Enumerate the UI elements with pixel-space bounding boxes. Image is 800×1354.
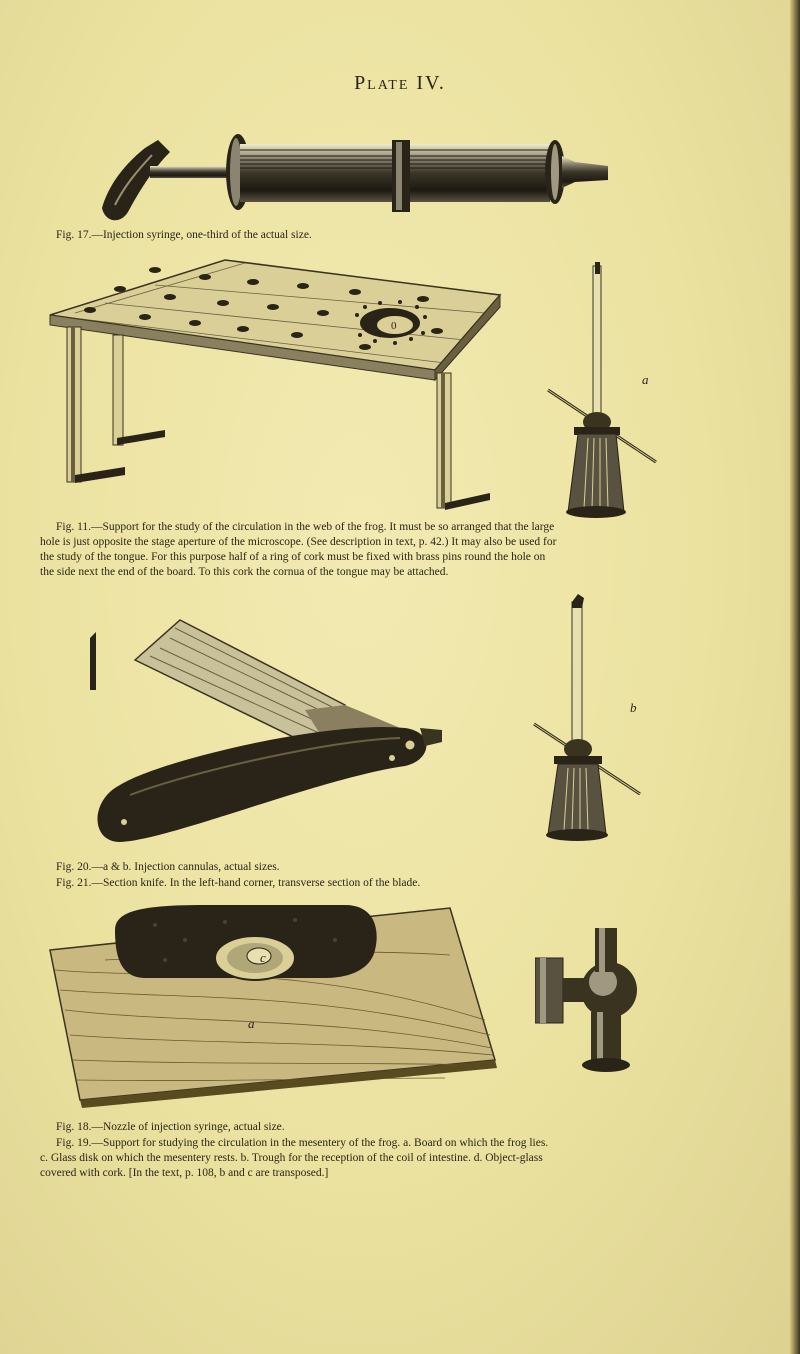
fig19-caption-line-2: c. Glass disk on which the mesentery rests. b. Trough for the reception of the coil of intestine. d. Object-glass <box>40 1152 543 1164</box>
fig19-label-b: b <box>293 955 300 970</box>
fig11-caption-line-2: hole is just opposite the stage aperture of the microscope. (See description in text, p. 42.) It may also be used for <box>40 536 557 548</box>
fig18-caption: Fig. 18.—Nozzle of injection syringe, actual size. <box>56 1121 285 1133</box>
fig19-label-c: c <box>260 950 266 965</box>
fig19-label-d: d <box>176 904 183 919</box>
page-edge-shadow <box>790 0 800 1354</box>
injection-syringe-illustration <box>100 130 610 225</box>
plate-title: Plate IV. <box>354 72 446 94</box>
fig20-label-a: a <box>642 372 649 387</box>
fig11-caption-line-4: the side next the end of the board. To this cork the cornua of the tongue may be attached. <box>40 566 449 578</box>
section-knife-illustration <box>80 610 460 855</box>
frog-web-support-board-illustration <box>45 255 505 515</box>
fig11-caption-line-1: Fig. 11.—Support for the study of the circulation in the web of the frog. It must be so arranged that the large <box>56 521 555 533</box>
syringe-nozzle-illustration <box>535 920 650 1080</box>
injection-cannula-a-illustration <box>538 262 663 522</box>
fig11-caption-line-3: the study of the tongue. For this purpose half of a ring of cork must be fixed with brass pins round the hole on <box>40 551 546 563</box>
fig19-label-a: a <box>248 1016 255 1031</box>
fig21-caption: Fig. 21.—Section knife. In the left-hand corner, transverse section of the blade. <box>56 877 421 889</box>
fig17-caption: Fig. 17.—Injection syringe, one-third of the actual size. <box>56 229 312 241</box>
mesentery-support-board-illustration <box>45 900 500 1110</box>
svg-text:0: 0 <box>391 320 397 332</box>
injection-cannula-b-illustration <box>528 594 653 854</box>
fig20-caption: Fig. 20.—a & b. Injection cannulas, actual sizes. <box>56 861 280 873</box>
fig20-label-b: b <box>630 700 637 715</box>
fig19-caption-line-3: covered with cork. [In the text, p. 108, b and c are transposed.] <box>40 1167 329 1179</box>
fig19-caption-line-1: Fig. 19.—Support for studying the circulation in the mesentery of the frog. a. Board on which the frog lies. <box>56 1137 549 1149</box>
